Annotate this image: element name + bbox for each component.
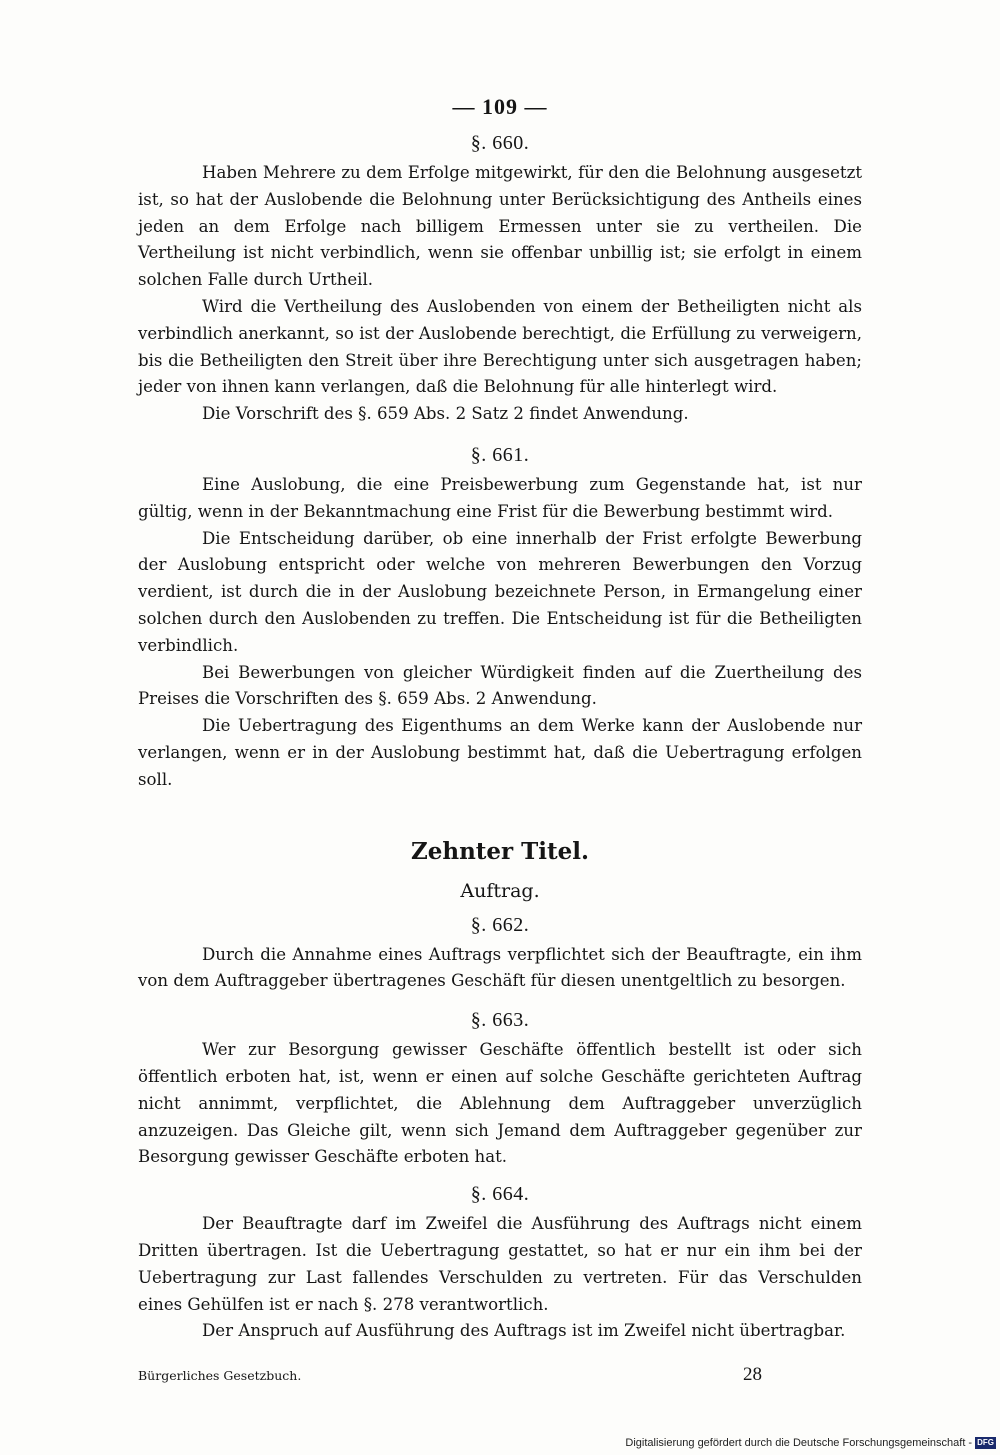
section-heading: §. 662.	[470, 913, 530, 936]
paragraph: Der Beauftragte darf im Zweifel die Ausführung des Auftrags nicht einem Dritten übertragen. Ist die Uebertragung gestattet, so hat er nur ein ihm bei der Uebertragung zur Last fallendes Verschulden zu vertreten. Für das Verschulden eines Gehülfen ist er nach §. 278 verantwortlich.	[138, 1214, 862, 1314]
digitization-note: Digitalisierung gefördert durch die Deutsche Forschungsgemeinschaft -	[625, 1437, 973, 1449]
text-column	[138, 88, 862, 1345]
page-footer	[138, 1364, 862, 1390]
paragraph: Wer zur Besorgung gewisser Geschäfte öffentlich bestellt ist oder sich öffentlich erboten hat, ist, wenn er einen auf solche Geschäfte gerichteten Auftrag nicht annimmt, verpflichtet, die Ablehnung dem Auftraggeber unverzüglich anzuzeigen. Das Gleiche gilt, wenn sich Jemand dem Auftraggeber gegenüber zur Besorgung gewisser Geschäfte erboten hat.	[138, 1040, 862, 1167]
digitization-credit	[625, 1437, 996, 1449]
paragraph: Eine Auslobung, die eine Preisbewerbung zum Gegenstande hat, ist nur gültig, wenn in der Bekanntmachung eine Frist für die Bewerbung bestimmt wird.	[138, 474, 862, 521]
section-heading: §. 660.	[470, 132, 530, 154]
title-heading: Zehnter Titel.	[410, 837, 590, 865]
page-number: — 109 —	[452, 94, 548, 119]
paragraph: Der Anspruch auf Ausführung des Auftrags ist im Zweifel nicht übertragbar.	[202, 1321, 846, 1341]
paragraph: Durch die Annahme eines Auftrags verpflichtet sich der Beauftragte, ein ihm von dem Auftraggeber übertragenes Geschäft für diesen unentgeltlich zu besorgen.	[138, 944, 862, 991]
dfg-logo: DFG	[977, 1438, 994, 1447]
paragraph: Die Entscheidung darüber, ob eine innerhalb der Frist erfolgte Bewerbung der Auslobung entspricht oder welche von mehreren Bewerbungen den Vorzug verdient, ist durch die in der Auslobung bezeichnete Person, in Ermangelung einer solchen durch den Auslobenden zu treffen. Die Entscheidung ist für die Betheiligten verbindlich.	[138, 528, 862, 655]
section-heading: §. 664.	[470, 1183, 530, 1206]
paragraph: Bei Bewerbungen von gleicher Würdigkeit finden auf die Zuertheilung des Preises die Vorschriften des §. 659 Abs. 2 Anwendung.	[138, 662, 862, 709]
paragraph: Die Vorschrift des §. 659 Abs. 2 Satz 2 findet Anwendung.	[202, 404, 689, 424]
paragraph: Die Uebertragung des Eigenthums an dem Werke kann der Auslobende nur verlangen, wenn er in der Auslobung bestimmt hat, daß die Uebertragung erfolgen soll.	[138, 716, 862, 789]
section-heading: §. 663.	[470, 1009, 530, 1032]
paragraph: Wird die Vertheilung des Auslobenden von einem der Betheiligten nicht als verbindlich anerkannt, so ist der Auslobende berechtigt, die Erfüllung zu verweigern, bis die Betheiligten den Streit über ihre Berechtigung unter sich ausgetragen haben; jeder von ihnen kann verlangen, daß die Belohnung für alle hinterlegt wird.	[138, 296, 862, 397]
footer-signature-number: 28	[743, 1364, 762, 1385]
footer-book-title: Bürgerliches Gesetzbuch.	[138, 1368, 302, 1383]
paragraph: Haben Mehrere zu dem Erfolge mitgewirkt, für den die Belohnung ausgesetzt ist, so hat der Auslobende die Belohnung unter Berücksichtigung des Antheils eines jeden an dem Erfolge nach billigem Ermessen unter sie zu vertheilen. Die Vertheilung ist nicht verbindlich, wenn sie offenbar unbillig ist; sie erfolgt in einem solchen Falle durch Urtheil.	[138, 163, 862, 290]
title-subheading: Auftrag.	[460, 879, 540, 902]
section-heading: §. 661.	[470, 443, 530, 466]
